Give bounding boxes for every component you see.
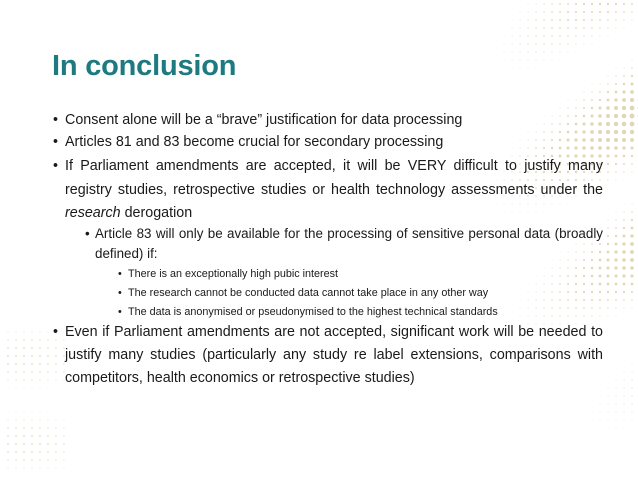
bullet-text: Consent alone will be a “brave” justification for data processing	[65, 112, 463, 128]
bullet-item	[53, 132, 603, 152]
emphasis-text: research	[65, 205, 121, 221]
slide-title: In conclusion	[52, 50, 237, 82]
bullet-text: Articles 81 and 83 become crucial for secondary processing	[65, 134, 444, 150]
bullet-item	[53, 155, 603, 226]
bullet-marker: •	[53, 158, 59, 174]
bullet-text-part: derogation	[120, 205, 193, 221]
bullet-marker: •	[53, 112, 59, 128]
bullet-marker: •	[118, 268, 122, 280]
bullet-marker: •	[53, 324, 59, 340]
sub-sub-bullet-text: There is an exceptionally high pubic interest	[128, 268, 339, 280]
sub-sub-bullet-text: The data is anonymised or pseudonymised to the highest technical standards	[128, 306, 498, 318]
bullet-marker: •	[118, 287, 122, 299]
sub-bullet-text: Article 83 will only be available for the processing of sensitive personal data (broadly defined) if:	[95, 226, 603, 261]
bullet-text: Even if Parliament amendments are not accepted, significant work will be needed to justify many studies (particularly any study re label extensions, comparisons with competitors, health economics or retrospective studies)	[65, 324, 603, 386]
bullet-item	[53, 321, 603, 390]
bullet-marker: •	[85, 226, 90, 241]
sub-sub-bullet-item	[118, 285, 598, 301]
bullet-text	[65, 155, 603, 226]
sub-sub-bullet-item	[118, 266, 598, 282]
sub-sub-bullet-text: The research cannot be conducted data cannot take place in any other way	[128, 287, 489, 299]
bullet-text-part: If Parliament amendments are accepted, it will be VERY difficult to justify many registry studies, retrospective studies or health technology assessments under the	[65, 158, 603, 198]
bullet-marker: •	[53, 134, 59, 150]
bullet-marker: •	[118, 306, 122, 318]
sub-sub-bullet-item	[118, 304, 598, 320]
bullet-item	[53, 110, 603, 130]
sub-bullet-item	[85, 224, 603, 264]
